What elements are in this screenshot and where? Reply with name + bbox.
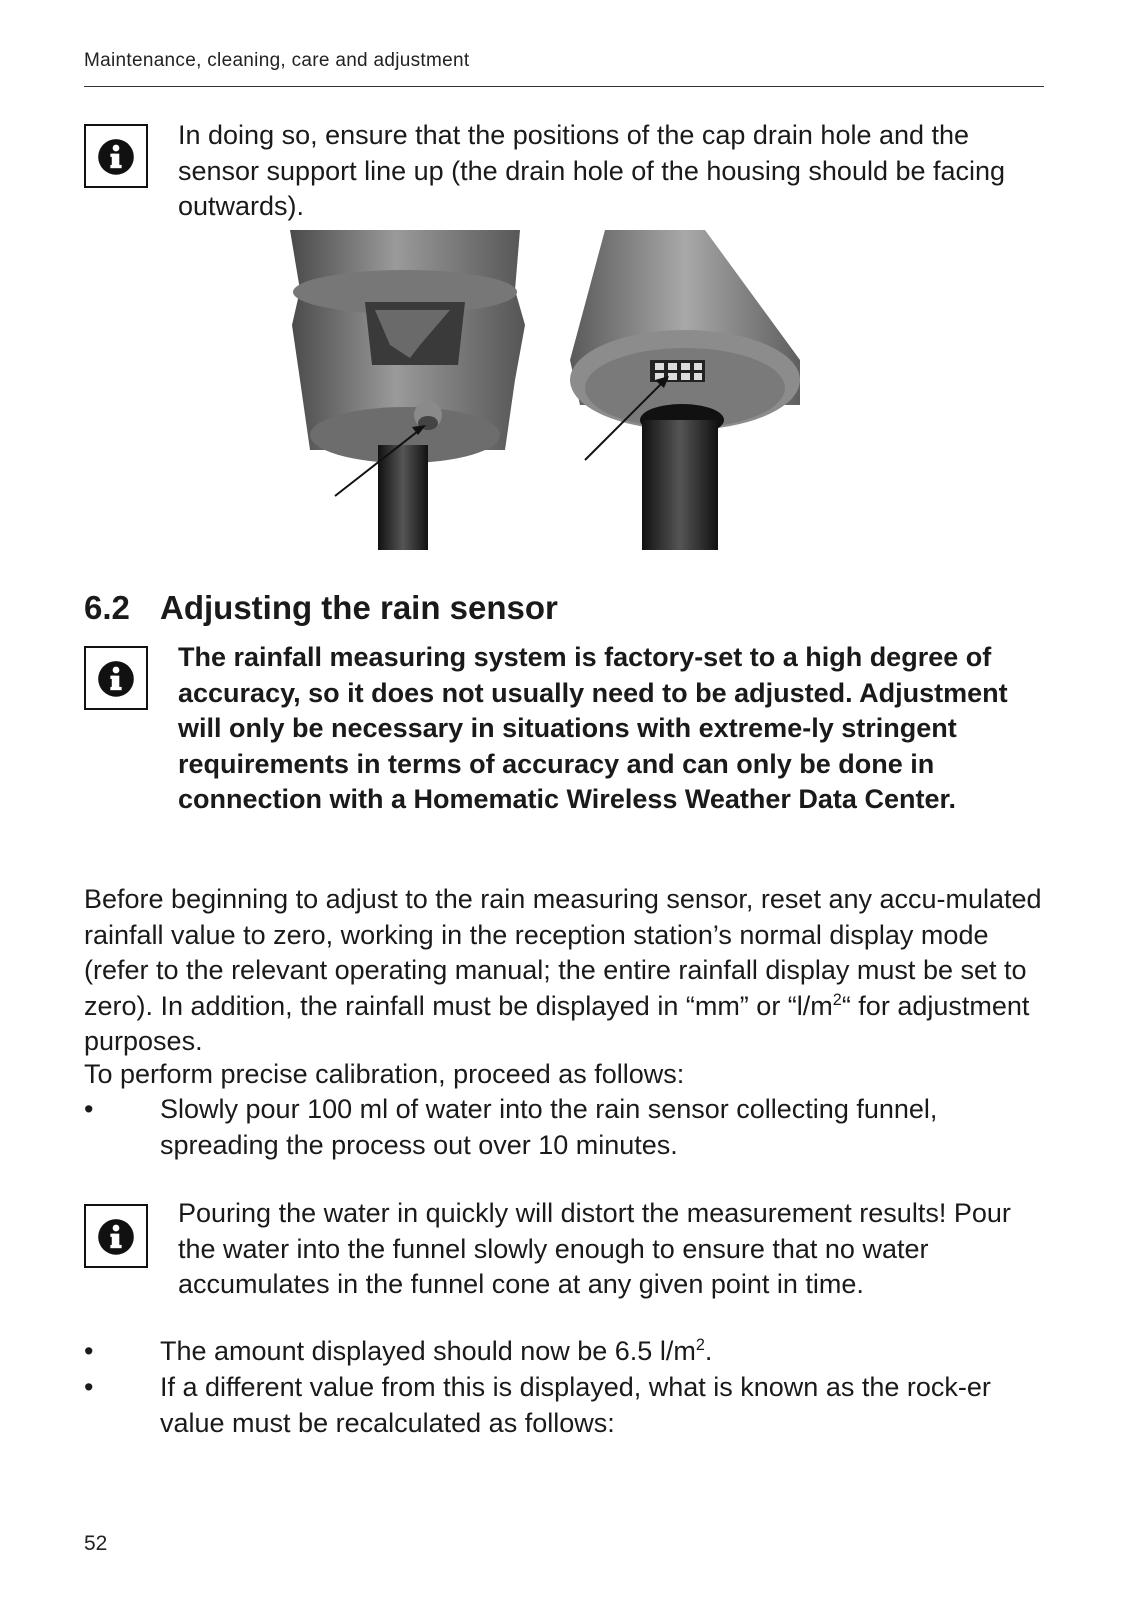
- bullet-marker: •: [84, 1372, 94, 1402]
- bullet-text: If a different value from this is displayed, what is known as the rock-er value must be recalculated as follows:: [160, 1372, 991, 1438]
- info-icon: [84, 124, 148, 188]
- amount-end: .: [704, 1336, 713, 1366]
- list-item: [84, 1092, 1048, 1163]
- section-number: 6.2: [84, 589, 130, 626]
- rain-sensor-figure: [280, 230, 840, 550]
- bullet-text: Slowly pour 100 ml of water into the rain sensor collecting funnel, spreading the process out over 10 minutes.: [160, 1094, 938, 1160]
- header-divider: [84, 86, 1044, 87]
- section-title: Adjusting the rain sensor: [160, 589, 558, 626]
- body-paragraph: [84, 882, 1048, 1060]
- list-item: [84, 1334, 1048, 1370]
- amount-text: The amount displayed should now be 6.5 l/m: [160, 1336, 696, 1366]
- paragraph-text: Before beginning to adjust to the rain measuring sensor, reset any accu-mulated rainfall value to zero, working in the reception station’s normal display mode (refer to the relevant operating manual; the entire rainfall display must be set to zero). In addition, the rainfall must be displayed in “mm” or “l/m: [84, 884, 1042, 1021]
- superscript: 2: [832, 990, 842, 1009]
- info-icon: [84, 646, 148, 710]
- note-pouring-warning: Pouring the water in quickly will distort the measurement results! Pour the water into the funnel slowly enough to ensure that no water accumulates in the funnel cone at any given point in time.: [178, 1198, 1011, 1299]
- list-item: [84, 1370, 1048, 1441]
- note-drain-hole: In doing so, ensure that the positions of the cap drain hole and the sensor support line up (the drain hole of the housing should be facing outwards).: [178, 120, 1006, 221]
- paragraph-text-end: “ for adjustment purposes.: [84, 990, 1030, 1056]
- running-header: Maintenance, cleaning, care and adjustment: [84, 50, 470, 71]
- bullet-marker: •: [84, 1336, 94, 1366]
- page-number: 52: [84, 1532, 108, 1555]
- info-icon: [84, 1204, 148, 1268]
- note-factory-set: The rainfall measuring system is factory-set to a high degree of accuracy, so it does not usually need to be adjusted. Adjustment will only be necessary in situations with extreme-ly stringent requirements in terms of accuracy and can only be done in connection with a Homematic Wireless Weather Data Center.: [178, 642, 1008, 814]
- bullet-text: [160, 1334, 1048, 1370]
- bullet-marker: •: [84, 1094, 94, 1124]
- calibration-intro: To perform precise calibration, proceed as follows:: [84, 1059, 685, 1089]
- cap-photo: [570, 230, 800, 550]
- section-heading: [84, 588, 558, 628]
- superscript: 2: [695, 1336, 705, 1354]
- housing-photo: [290, 230, 525, 550]
